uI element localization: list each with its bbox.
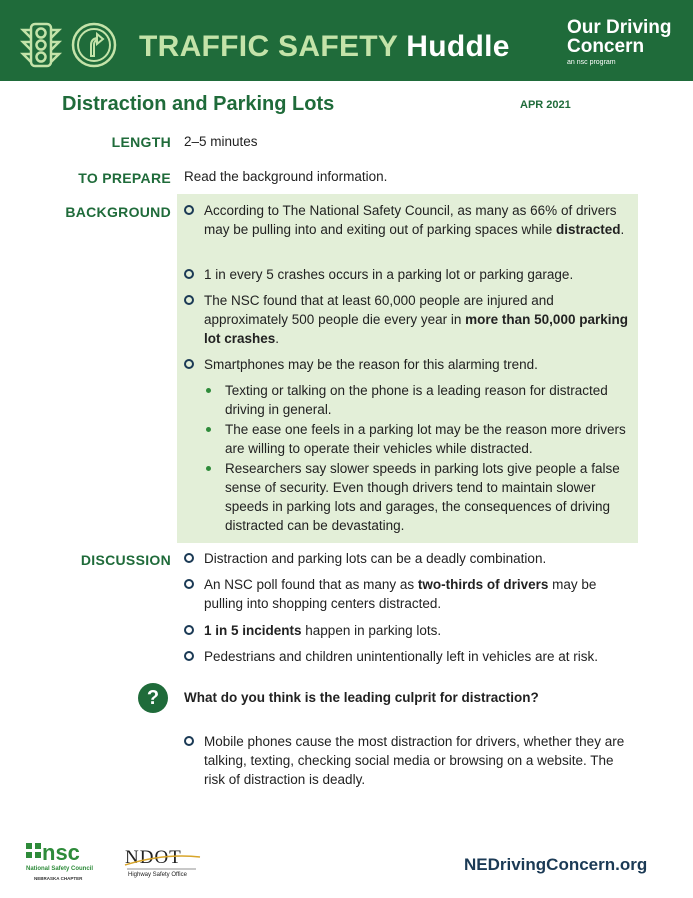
ndot-logo <box>124 843 204 883</box>
bullet-dot-icon <box>206 427 211 432</box>
list-item: 1 in every 5 crashes occurs in a parking lot or parking garage. <box>184 265 634 284</box>
bullet-circle-icon <box>184 269 194 279</box>
turn-sign-icon <box>70 21 118 69</box>
list-item: Distraction and parking lots can be a deadly combination. <box>184 549 634 568</box>
sub-list-item: Texting or talking on the phone is a leading reason for distracted driving in general. <box>204 381 632 419</box>
list-item: 1 in 5 incidents happen in parking lots. <box>184 621 634 640</box>
discussion-question: What do you think is the leading culprit for distraction? <box>184 690 539 705</box>
nsc-wordmark: nsc <box>42 841 80 865</box>
length-value: 2–5 minutes <box>184 134 258 149</box>
nsc-logo <box>24 841 104 887</box>
bullet-circle-icon <box>184 736 194 746</box>
ndot-sub: Highway Safety Office <box>128 872 187 878</box>
traffic-light-icon <box>17 21 65 69</box>
list-item: According to The National Safety Council, as many as 66% of drivers may be pulling into and exiting out of parking spaces while distracted. <box>184 201 634 258</box>
nsc-line1: National Safety Council <box>26 866 94 872</box>
issue-date: APR 2021 <box>520 99 571 111</box>
list-item: The NSC found that at least 60,000 people are injured and approximately 500 people die every year in more than 50,000 parking lot crashes. <box>184 291 634 348</box>
question-mark-icon: ? <box>138 683 168 713</box>
bullet-circle-icon <box>184 295 194 305</box>
bullet-dot-icon <box>206 466 211 471</box>
brand-subtitle: an nsc program <box>567 59 616 66</box>
website-link[interactable]: NEDrivingConcern.org <box>464 855 648 874</box>
bullet-circle-icon <box>184 579 194 589</box>
prepare-label: TO PREPARE <box>78 170 171 186</box>
header-banner <box>0 0 693 81</box>
ndot-wordmark: NDOT <box>125 847 182 868</box>
sub-list-item: The ease one feels in a parking lot may be the reason more drivers are willing to operate their vehicles while distracted. <box>204 420 632 458</box>
bullet-circle-icon <box>184 205 194 215</box>
header-title: TRAFFIC SAFETY Huddle <box>139 30 510 63</box>
background-label: BACKGROUND <box>65 204 171 220</box>
bullet-circle-icon <box>184 553 194 563</box>
bullet-circle-icon <box>184 651 194 661</box>
bullet-dot-icon <box>206 388 211 393</box>
bullet-circle-icon <box>184 625 194 635</box>
discussion-label: DISCUSSION <box>80 552 171 568</box>
brand-logo: Our Driving Concern <box>567 17 672 57</box>
sub-list-item: Researchers say slower speeds in parking lots give people a false sense of security. Even though drivers tend to maintain slower speeds in parking lots and garages, the consequences of driving distracted can be devastating. <box>204 459 632 535</box>
bullet-circle-icon <box>184 359 194 369</box>
nsc-line2: NEBRASKA CHAPTER <box>34 876 83 881</box>
list-item: Smartphones may be the reason for this alarming trend. <box>184 355 634 374</box>
prepare-value: Read the background information. <box>184 169 388 184</box>
list-item: An NSC poll found that as many as two-thirds of drivers may be pulling into shopping centers distracted. <box>184 575 634 613</box>
list-item: Pedestrians and children unintentionally left in vehicles are at risk. <box>184 647 634 666</box>
list-item: Mobile phones cause the most distraction for drivers, whether they are talking, texting, checking social media or browsing on a website. The risk of distraction is deadly. <box>184 732 634 789</box>
page-title: Distraction and Parking Lots <box>62 93 335 115</box>
length-label: LENGTH <box>111 134 171 150</box>
